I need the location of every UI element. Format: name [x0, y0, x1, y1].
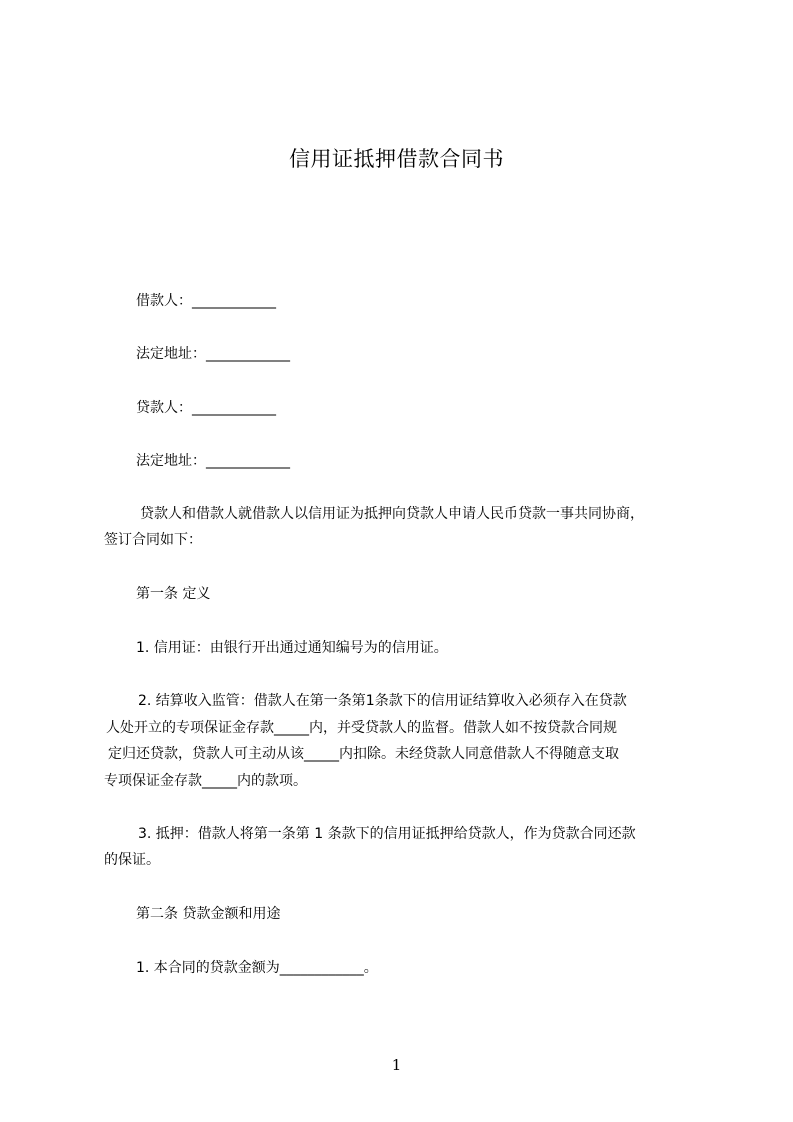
borrower-field: 借款人：____________: [136, 293, 276, 309]
article-1-item-2-line-3: 定归还贷款，贷款人可主动从该_____内扣除。未经贷款人同意借款人不得随意支取: [108, 746, 619, 762]
lender-address-field: 法定地址：____________: [136, 453, 290, 469]
preamble-line-2: 签订合同如下：: [104, 532, 202, 548]
document-title: 信用证抵押借款合同书: [289, 147, 504, 171]
article-1-item-3-line-2: 的保证。: [104, 852, 160, 868]
preamble-line-1: 贷款人和借款人就借款人以信用证为抵押向贷款人申请人民币贷款一事共同协商，: [140, 506, 644, 522]
article-1-item-2-line-1: 2. 结算收入监管：借款人在第一条第1条款下的信用证结算收入必须存入在贷款: [138, 693, 627, 709]
article-2-heading: 第二条 贷款金额和用途: [136, 906, 281, 922]
article-1-item-1: 1. 信用证：由银行开出通过通知编号为的信用证。: [136, 640, 448, 656]
borrower-address-field: 法定地址：____________: [136, 346, 290, 362]
article-1-item-2-line-2: 人处开立的专项保证金存款_____内，并受贷款人的监督。借款人如不按贷款合同规: [106, 720, 617, 736]
article-1-item-3-line-1: 3. 抵押：借款人将第一条第 1 条款下的信用证抵押给贷款人，作为贷款合同还款: [138, 826, 636, 842]
page-number: 1: [391, 1056, 402, 1074]
article-1-heading: 第一条 定义: [136, 586, 211, 602]
article-2-item-1: 1. 本合同的贷款金额为____________。: [136, 960, 378, 976]
lender-field: 贷款人：____________: [136, 400, 276, 416]
article-1-item-2-line-4: 专项保证金存款_____内的款项。: [104, 773, 307, 789]
